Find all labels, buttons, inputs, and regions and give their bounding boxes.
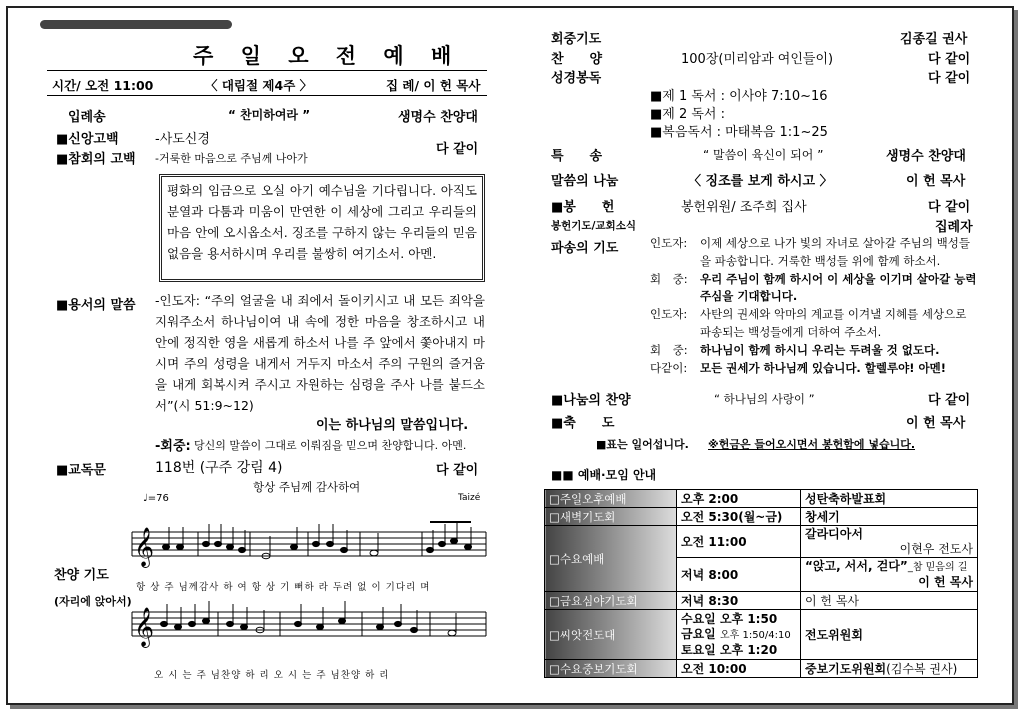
prayer-by: 김종길 권사 — [900, 32, 968, 47]
litany-text: 하나님이 함께 하시니 우리는 두려울 것 없도다. — [700, 342, 940, 357]
dedication-by: 집례자 — [935, 220, 973, 235]
schedule-name: □금요심야기도회 — [545, 592, 677, 610]
confession-by: 다 같이 — [436, 142, 479, 157]
share-song-label: ■나눔의 찬양 — [551, 393, 631, 408]
creed-label: ■신앙고백 — [56, 132, 119, 147]
litany-text: 모든 권세가 하나님께 있습니다. 할렐루야! 아멘! — [700, 360, 946, 375]
praise-label: 찬양 기도 — [54, 568, 109, 583]
hymn-value: 118번 (구주 강림 4) — [155, 460, 283, 476]
schedule-name: □수요중보기도회 — [545, 660, 677, 678]
page-title: 주 일 오 전 예 배 — [193, 44, 462, 68]
schedule-detail-cell — [801, 526, 978, 558]
table-row — [545, 660, 978, 678]
pardon-closing: 이는 하나님의 말씀입니다. — [316, 418, 469, 433]
divider — [47, 70, 487, 71]
schedule-detail: 전도위원회 — [801, 610, 978, 660]
litany-row — [650, 360, 980, 378]
schedule-name: □주일오후예배 — [545, 490, 677, 508]
schedule-time: 토요일 오후 1:20 — [681, 642, 778, 657]
hymn-by: 다 같이 — [928, 52, 971, 67]
schedule-time: 오전 11:00 — [677, 526, 801, 558]
score-title: 항상 주님께 감사하여 — [253, 480, 361, 494]
schedule-detail: 이 헌 목사 — [801, 592, 978, 610]
response-text: 당신의 말씀이 그대로 이뤄짐을 믿으며 찬양합니다. 아멘. — [194, 439, 467, 452]
share-song-title: “ 하나님의 사랑이 ” — [714, 392, 815, 406]
lyrics-line-2: 오 시 는 주 님찬양 하 리 오 시 는 주 님찬양 하 리 — [154, 670, 390, 680]
confession-prayer-box: 평화의 임금으로 오실 아기 예수님을 기다립니다. 아직도 분열과 다툼과 미움이 만연한 이 세상에 그리고 우리들의 마음 안에 오시옵소서. 징조를 구하지 않는 우리들의 믿음 없음을 용서하시며 우리를 불쌍히 여기소서. 아멘. — [159, 174, 485, 282]
treble-clef: 𝄞 — [134, 607, 155, 647]
schedule-detail-2: 이 헌 목사 — [918, 575, 973, 589]
entrance-by: 생명수 찬양대 — [398, 110, 478, 125]
schedule-detail-2: 이현우 전도사 — [899, 541, 973, 556]
schedule-detail-suffix: (김수복 권사) — [886, 662, 958, 676]
praise-sub: (자리에 앉아서) — [54, 595, 132, 608]
litany-row — [650, 342, 980, 360]
litany-text: 우리 주님이 함께 하시어 이 세상을 이기며 살아갈 능력 주심을 기대합니다. — [700, 271, 977, 304]
decorative-bar — [40, 20, 232, 29]
special-by: 생명수 찬양대 — [886, 149, 966, 164]
hymn-label: ■교독문 — [56, 463, 106, 478]
schedule-detail: 갈라디아서 — [805, 526, 863, 541]
schedule-name: □새벽기도회 — [545, 508, 677, 526]
litany-speaker: 인도자: — [650, 307, 688, 322]
litany-text: 이제 세상으로 나가 빛의 자녀로 살아갈 주님의 백성들을 파송합니다. 거룩한 백성들 위에 함께 하소서. — [700, 236, 970, 268]
litany-row — [650, 306, 980, 342]
entrance-song: “ 찬미하여라 ” — [228, 108, 311, 122]
litany-speaker: 다같이: — [650, 360, 688, 375]
table-row — [545, 610, 978, 660]
table-row — [545, 526, 978, 558]
schedule-name: □씨앗전도대 — [545, 610, 677, 660]
schedule-title: ■■ 예배·모임 안내 — [551, 468, 657, 482]
schedule-detail: 중보기도위원회 — [805, 662, 887, 676]
schedule-time: 오후 2:00 — [677, 490, 801, 508]
hymn-by: 다 같이 — [436, 463, 479, 478]
schedule-detail-cell — [801, 558, 978, 592]
schedule-time-cell — [677, 610, 801, 660]
special-song: “ 말씀이 육신이 되어 ” — [703, 148, 824, 162]
pardon-label: ■용서의 말씀 — [56, 298, 136, 313]
schedule-time: 저녁 8:30 — [677, 592, 801, 610]
table-row — [545, 490, 978, 508]
prayer-label: 회중기도 — [551, 32, 602, 47]
notes-1 — [163, 521, 472, 559]
offering-by: 다 같이 — [928, 200, 971, 215]
sheet-music — [130, 500, 490, 680]
reading-3: ■복음독서 : 마태복음 1:1~25 — [650, 125, 828, 140]
confession-value: -거룩한 마음으로 주님께 나아가 — [155, 152, 308, 165]
sermon-title: 〈 징조를 보게 하시고 〉 — [688, 174, 833, 189]
treble-clef: 𝄞 — [134, 527, 155, 567]
schedule-time: 금요일 — [681, 626, 716, 641]
composer: Taizé — [458, 493, 481, 503]
sending-litany — [650, 235, 980, 377]
officiant: 집 례/ 이 헌 목사 — [386, 78, 481, 93]
blessing-by: 이 헌 목사 — [906, 416, 966, 431]
sending-label: 파송의 기도 — [551, 241, 619, 256]
schedule-time: 오전 10:00 — [677, 660, 801, 678]
schedule-detail: 성탄축하발표회 — [801, 490, 978, 508]
schedule-detail: 창세기 — [801, 508, 978, 526]
reading-1: ■제 1 독서 : 이사야 7:10~16 — [650, 89, 828, 104]
offering-label: ■봉 헌 — [551, 200, 615, 215]
confession-label: ■참회의 고백 — [56, 152, 136, 167]
hymn-value: 100장(미리암과 여인들이) — [681, 52, 834, 67]
tempo-mark: ♩=76 — [143, 493, 169, 504]
dedication-label: 봉헌기도/교회소식 — [551, 220, 636, 232]
liturgical-week: 〈 대림절 제4주 〉 — [205, 78, 313, 93]
blessing-label: ■축 도 — [551, 416, 615, 431]
reading-by: 다 같이 — [928, 71, 971, 86]
schedule-time-small: 오후 1:50/4:10 — [719, 629, 791, 641]
lyrics-line-1: 항 상 주 님께감사 하 여 항 상 기 뻐하 라 두려 없 이 기다리 며 — [136, 582, 431, 593]
litany-row — [650, 271, 980, 307]
schedule-time: 오전 5:30(월~금) — [677, 508, 801, 526]
schedule-table — [544, 489, 978, 678]
stand-note: ■표는 일어섭니다. — [596, 438, 689, 451]
reading-2: ■제 2 독서 : — [650, 107, 726, 122]
share-song-by: 다 같이 — [928, 393, 971, 408]
entrance-label: 입례송 — [68, 110, 106, 125]
special-label: 특 송 — [551, 149, 603, 164]
response-label: -회중: — [155, 439, 191, 454]
divider — [47, 95, 487, 96]
table-row — [545, 592, 978, 610]
sermon-label: 말씀의 나눔 — [551, 174, 619, 189]
litany-speaker: 인도자: — [650, 236, 688, 250]
schedule-name: □수요예배 — [545, 526, 677, 592]
table-row — [545, 508, 978, 526]
hymn-label: 찬 양 — [551, 52, 603, 67]
litany-speaker: 회 중: — [650, 342, 688, 357]
pardon-text: -인도자: “주의 얼굴을 내 죄에서 돌이키시고 내 모든 죄악을 지워주소서 하나님이여 내 속에 정한 마음을 창조하시고 내 안에 정직한 영을 새롭게 하소서 나를 주 앞에서 쫓아내지 마시며 주의 성령을 내게서 거두지 마소서 주의 구원의 즐거움을 내게 회복시켜 주시고 자원하는 심령을 주사 나를 붙드소서”(시 51:9~12) — [155, 293, 485, 413]
schedule-time: 수요일 오후 1:50 — [681, 611, 778, 626]
offering-note: ※헌금은 들어오시면서 봉헌함에 넣습니다. — [708, 438, 916, 451]
schedule-detail-cell — [801, 660, 978, 678]
litany-text: 사탄의 권세와 악마의 계교를 이겨낼 지혜를 세상으로 파송되는 백성들에게 더하여 주소서. — [700, 307, 967, 339]
staff-2 — [132, 612, 486, 636]
schedule-detail-small: _참 믿음의 길 — [907, 562, 968, 573]
schedule-detail: “앉고, 서서, 걷다” — [805, 559, 908, 573]
sermon-by: 이 헌 목사 — [906, 174, 966, 189]
offering-value: 봉헌위원/ 조주희 집사 — [681, 200, 807, 215]
creed-value: -사도신경 — [155, 132, 210, 147]
litany-speaker: 회 중: — [650, 271, 688, 286]
schedule-time: 저녁 8:00 — [677, 558, 801, 592]
service-time: 시간/ 오전 11:00 — [52, 78, 154, 93]
litany-row — [650, 235, 980, 271]
reading-label: 성경봉독 — [551, 71, 602, 86]
